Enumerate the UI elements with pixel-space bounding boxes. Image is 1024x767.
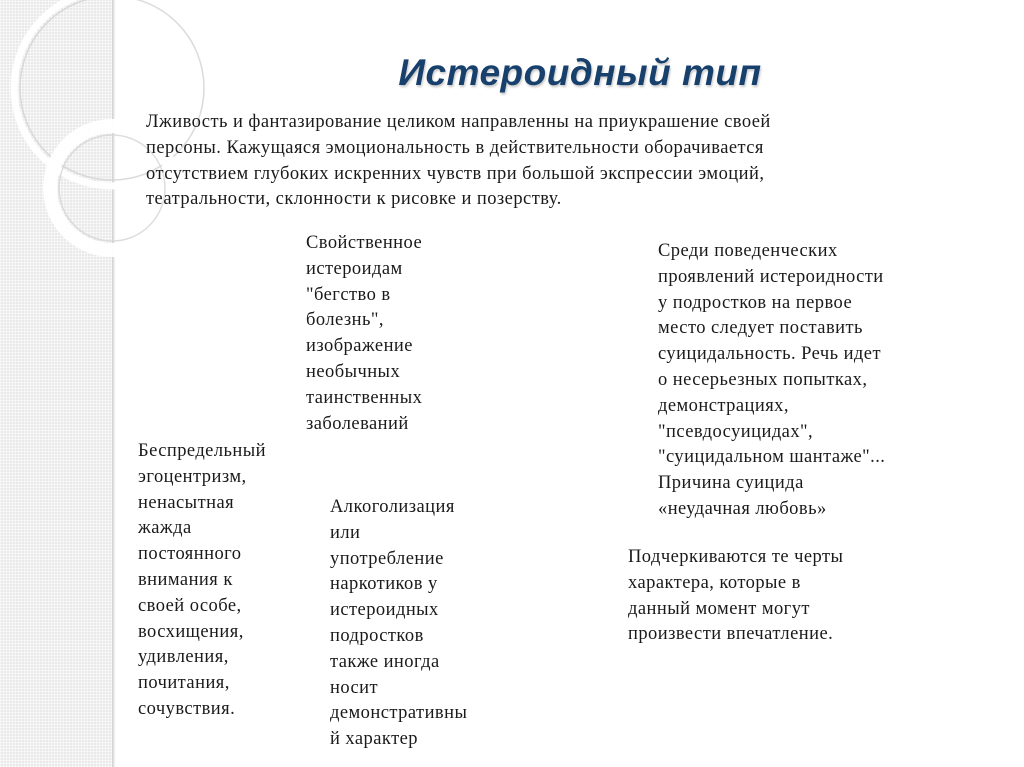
text-block-flight-into-illness: Свойственное истероидам "бегство в болезнь", изображение необычных таинственных заболеваний bbox=[306, 233, 423, 434]
intro-paragraph: Лживость и фантазирование целиком направленны на приукрашение своей персоны. Кажущаяся эмоциональность в действительности оборачивается отсутствием глубоких искренних чувств при большой экспрессии эмоций, театральности, склонности к рисовке и позерству. bbox=[146, 112, 771, 210]
text-block-emphasized-traits: Подчеркиваются те черты характера, которые в данный момент могут произвести впечатление. bbox=[628, 547, 844, 645]
slide-title: Истероидный тип bbox=[398, 52, 762, 93]
text-block-suicidality: Среди поведенческих проявлений истероидности у подростков на первое место следует поставить суицидальность. Речь идет о несерьезных попытках, демонстрациях, "псевдосуицидах", "суицидальном шантаже"... Причина суицида «неудачная любовь» bbox=[658, 241, 886, 519]
text-block-egocentrism: Беспредельный эгоцентризм, ненасытная жажда постоянного внимания к своей особе, восхищения, удивления, почитания, сочувствия. bbox=[138, 441, 266, 719]
text-block-alcoholization: Алкоголизация или употребление наркотиков у истероидных подростков также иногда носит демонстративны й характер bbox=[330, 497, 468, 750]
